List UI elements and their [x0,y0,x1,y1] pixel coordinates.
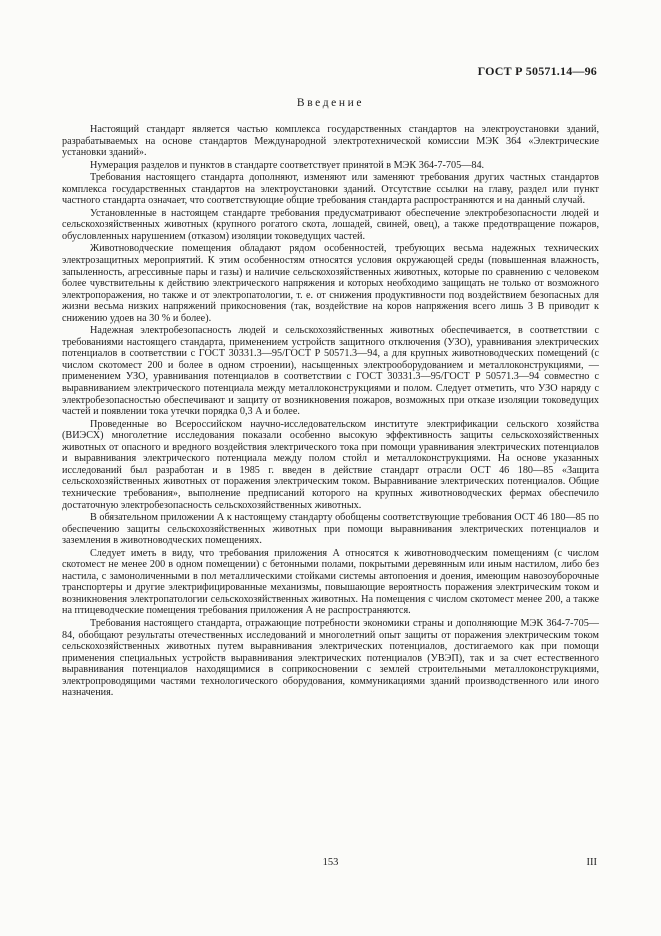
paragraph: В обязательном приложении А к настоящему стандарту обобщены соответствующие требования ОСТ 46 180—85 по обеспечению защиты сельскохозяйственных животных при помощи выравнивания электрических потенциалов и заземления в животноводческих помещениях. [62,512,599,547]
section-title: Введение [296,97,365,109]
document-body [62,124,599,700]
document-code: ГОСТ Р 50571.14—96 [477,64,597,78]
paragraph: Нумерация разделов и пунктов в стандарте соответствует принятой в МЭК 364-7-705—84. [90,159,485,171]
paragraph: Животноводческие помещения обладают рядом особенностей, требующих весьма надежных технических электрозащитных мероприятий. К этим особенностям относятся условия окружающей среды (повышенная влажность, запыленность, агрессивные пары и газы) и наличие сельскохозяйственных животных, которые по сравнению с человеком более чувствительны к действию электрического напряжения и которых необходимо защищать не только от возможного электропоражения, но также и от электропатологии, т. е. от снижения продуктивности под воздействием безопасных для жизни весьма низких напряжений прикосновения (так, воздействие на коров напряжения всего лишь 3 В приводит к снижению удоев на 30 % и более). [62,243,599,324]
paragraph: Требования настоящего стандарта, отражающие потребности экономики страны и дополняющие МЭК 364-7-705—84, обобщают результаты отечественных исследований и многолетний опыт защиты от поражения электрическим током сельскохозяйственных животных путем выравнивания электрических потенциалов, достигаемого как при помощи применения специальных устройств выравнивания электрических потенциалов (УВЭП), так и за счет естественного выравнивания потенциалов находящимися в соприкосновении с землей строительными металлоконструкциями, электропроводящими частями технологического оборудования, коммуникациями зданий производственного или иного назначения. [62,617,599,699]
paragraph: Проведенные во Всероссийском научно-исследовательском институте электрификации сельского хозяйства (ВИЭСХ) многолетние исследования показали особенно высокую эффективность защиты сельскохозяйственных животных от опасного и вредного воздействия электрического тока при помощи уравнивания электрических потенциалов и выравнивания электрического потенциала между полом стойл и металлоконструкциями. На основе указанных исследований был разработан и в 1985 г. введен в действие стандарт отрасли ОСТ 46 180—85 «Защита сельскохозяйственных животных от поражения электрическим током. Выравнивание электрических потенциалов. Общие технические требования», выполнение предписаний которого на крупных животноводческих фермах обеспечило достаточную электробезопасность сельскохозяйственных животных. [62,418,599,511]
footer-mark: III [586,857,597,868]
paragraph: Надежная электробезопасность людей и сельскохозяйственных животных обеспечивается, в соответствии с требованиями настоящего стандарта, применением устройств защитного отключения (УЗО), уравнивания электрических потенциалов в соответствии с ГОСТ 30331.3—95/ГОСТ Р 50571.3—94, а для крупных животноводческих помещений (с числом скотомест 200 и более в одном строении), насыщенных электрооборудованием и металлоконструкциями, — применением УЗО, уравнивания потенциалов в соответствии с ГОСТ 30331.3—95/ГОСТ Р 50571.3—94 совместно с выравниванием электрического потенциала между металлоконструкциями и полом. Следует отметить, что УЗО наряду с электробезопасностью обеспечивают и защиту от возникновения пожаров, возможных при отказе изоляции токоведущих частей и появлении тока утечки порядка 0,3 А и более. [62,325,599,418]
page-number: 153 [322,857,339,868]
paragraph: Установленные в настоящем стандарте требования предусматривают обеспечение электробезопасности людей и сельскохозяйственных животных (крупного рогатого скота, лошадей, свиней, овец), а также предотвращение пожаров, обусловленных нарушением (отказом) изоляции токоведущих частей. [62,207,599,242]
paragraph: Требования настоящего стандарта дополняют, изменяют или заменяют требования других частных стандартов комплекса государственных стандартов на электроустановки зданий. Отсутствие ссылки на главу, раздел или пункт частного стандарта означает, что соответствующие общие требования стандарта распространяются и на данный случай. [62,172,599,207]
paragraph: Следует иметь в виду, что требования приложения А относятся к животноводческим помещениям (с числом скотомест не менее 200 в одном помещении) с бетонными полами, покрытыми деревянным или иным настилом, либо без настила, с замоноличенными в пол металлическими стойками системы автопоения и доения, имеющим навозоуборочные транспортеры и другие электрифицированные механизмы, повышающие вероятность поражения электрическим током и возникновения электропатологии сельскохозяйственных животных. На помещения с числом скотомест менее 200, а также на птицеводческие помещения требования приложения А не распространяются. [62,547,599,617]
paragraph: Настоящий стандарт является частью комплекса государственных стандартов на электроустановки зданий, разрабатываемых на основе стандартов Международной электротехнической комиссии МЭК 364 «Электрические установки зданий». [62,124,599,159]
